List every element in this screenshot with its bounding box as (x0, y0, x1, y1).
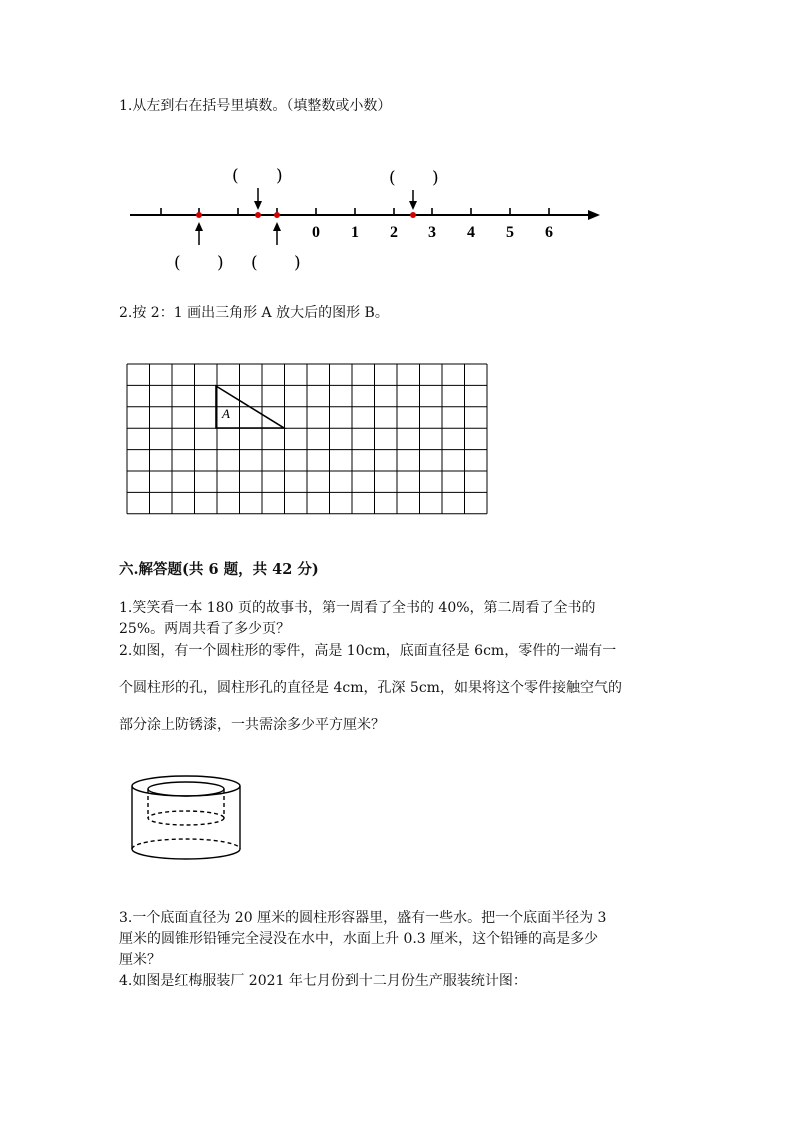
outer-bottom-back (132, 839, 240, 849)
q1-title: 1.从左到右在括号里填数。（填整数或小数） (119, 98, 392, 114)
problem-1-line-2: 25%。两周共看了多少页？ (119, 621, 291, 637)
section-heading: 六.解答题(共 6 题，共 42 分) (119, 561, 319, 578)
tick-label-6: 6 (545, 224, 553, 241)
tick-label-0: 0 (312, 224, 320, 241)
tick-label-1: 1 (351, 224, 359, 241)
blank-open: ( (251, 253, 258, 273)
tick-label-2: 2 (390, 224, 398, 241)
outer-bottom-front (132, 849, 240, 859)
hole-bottom-ellipse (148, 811, 224, 825)
blank-open: ( (232, 166, 239, 186)
blank-open: ( (174, 253, 181, 273)
problem-1-line-1: 1.笑笑看一本 180 页的故事书，第一周看了全书的 40%，第二周看了全书的 (119, 600, 596, 616)
problem-2-line-3: 部分涂上防锈漆，一共需涂多少平方厘米？ (119, 717, 385, 733)
blank-close: ) (276, 166, 283, 186)
blank-close: ) (217, 253, 224, 273)
problem-2-line-1: 2.如图，有一个圆柱形的零件，高是 10cm，底面直径是 6cm，零件的一端有一 (119, 643, 617, 659)
triangle-label: A (222, 406, 230, 421)
q2-title: 2.按 2：1 画出三角形 A 放大后的图形 B。 (119, 305, 389, 321)
problem-4-line-1: 4.如图是红梅服装厂 2021 年七月份到十二月份生产服装统计图： (119, 973, 527, 989)
blank-close: ) (294, 253, 301, 273)
tick-label-4: 4 (467, 224, 475, 241)
blank-close: ) (432, 168, 439, 188)
tick-label-3: 3 (428, 224, 436, 241)
tick-label-5: 5 (506, 224, 514, 241)
problem-2-line-2: 个圆柱形的孔，圆柱形孔的直径是 4cm，孔深 5cm，如果将这个零件接触空气的 (119, 680, 622, 696)
hole-top-ellipse (148, 782, 224, 796)
problem-3-line-2: 厘米的圆锥形铅锤完全浸没在水中，水面上升 0.3 厘米，这个铅锤的高是多少 (119, 931, 599, 947)
blank-open: ( (389, 168, 396, 188)
problem-3-line-3: 厘米？ (119, 952, 161, 968)
problem-3-line-1: 3.一个底面直径为 20 厘米的圆柱形容器里，盛有一些水。把一个底面半径为 3 (119, 910, 607, 926)
